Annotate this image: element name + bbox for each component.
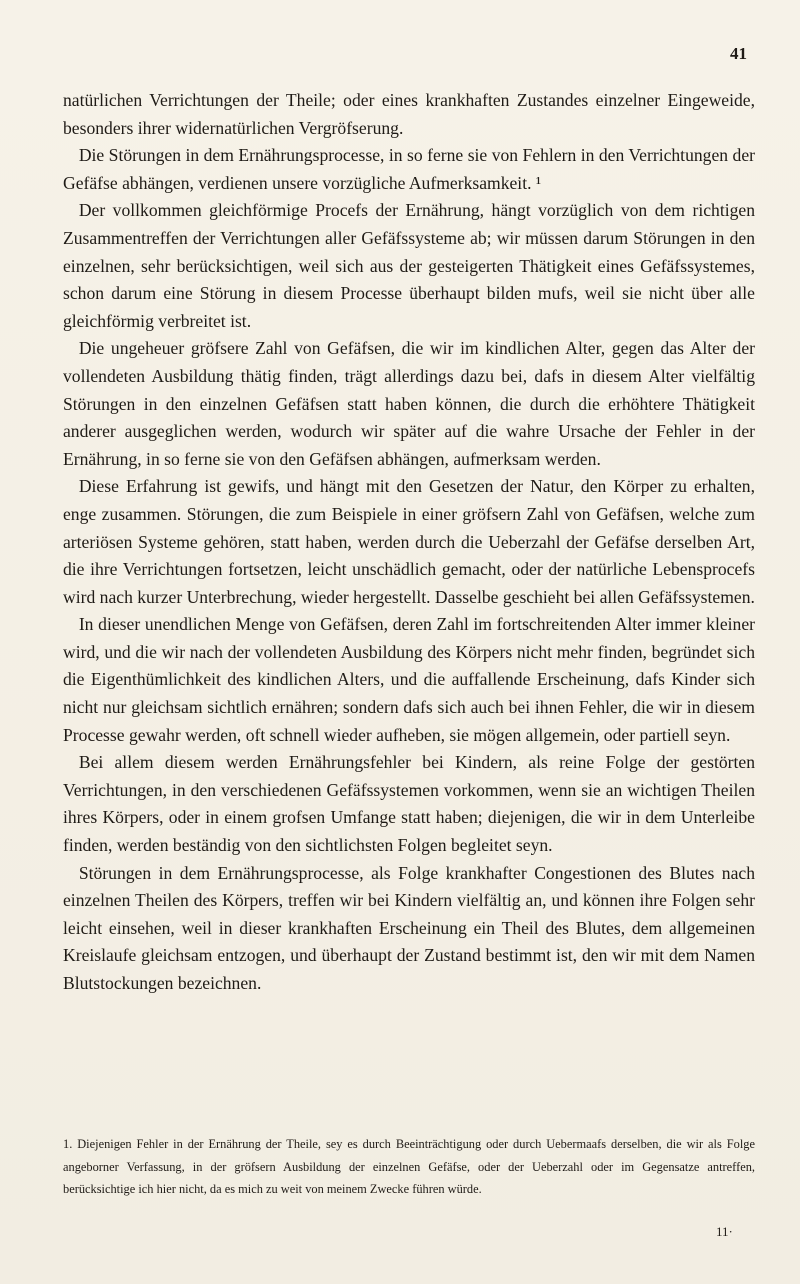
- paragraph: Die Störungen in dem Ernährungsprocesse, in so ferne sie von Fehlern in den Verrichtungen der Gefäfse abhängen, verdienen unsere vorzügliche Aufmerksamkeit. ¹: [63, 145, 755, 193]
- paragraph: In dieser unendlichen Menge von Gefäfsen, deren Zahl im fortschreitenden Alter immer kleiner wird, und die wir nach der vollendeten Ausbildung des Körpers nicht mehr finden, begründet sich die Eigenthümlichkeit des kindlichen Alters, und die auffallende Erscheinung, dafs Kinder sich nicht nur gleichsam sichtlich ernähren; sondern dafs sich auch bei ihnen Fehler, die wir in diesem Processe gewahr werden, oft schnell wieder aufheben, sie mögen allgemein, oder partiell seyn.: [63, 614, 755, 745]
- footnote-text: 1. Diejenigen Fehler in der Ernährung der Theile, sey es durch Beeinträchtigung oder durch Uebermaafs derselben, die wir als Folge angeborner Verfassung, in der gröfsern Ausbildung der einzelnen Gefäfse, oder der Ueberzahl oder im Gegensatze antreffen, berücksichtige ich hier nicht, da es mich zu weit von meinem Zwecke führen würde.: [63, 1137, 755, 1196]
- paragraph: Bei allem diesem werden Ernährungsfehler bei Kindern, als reine Folge der gestörten Verrichtungen, in den verschiedenen Gefäfssystemen vorkommen, wenn sie an wichtigen Theilen ihres Körpers, oder in einem grofsen Umfange statt haben; diejenigen, die wir in dem Unterleibe finden, werden beständig von den sichtlichsten Folgen begleitet seyn.: [63, 752, 755, 856]
- signature-mark: 11·: [716, 1224, 733, 1239]
- footnote: [63, 1133, 755, 1201]
- paragraph: Diese Erfahrung ist gewifs, und hängt mit den Gesetzen der Natur, den Körper zu erhalten, enge zusammen. Störungen, die zum Beispiele in einer gröfsern Zahl von Gefäfsen, welche zum arteriösen Systeme gehören, statt haben, werden durch die Ueberzahl der Gefäfse derselben Art, die ihre Verrichtungen fortsetzen, leicht unschädlich gemacht, oder der natürliche Lebensprocefs wird nach kurzer Unterbrechung, wieder hergestellt. Dasselbe geschieht bei allen Gefäfssystemen.: [63, 476, 755, 607]
- paragraph: Der vollkommen gleichförmige Procefs der Ernährung, hängt vorzüglich von dem richtigen Zusammentreffen der Verrichtungen aller Gefäfssysteme ab; wir müssen darum Störungen in den einzelnen, sehr berücksichtigen, weil sich aus der gesteigerten Thätigkeit eines Gefäfssystemes, schon darum eine Störung in diesem Processe überhaupt bilden mufs, weil sie nicht über alle gleichförmig verbreitet ist.: [63, 200, 755, 331]
- paragraph: natürlichen Verrichtungen der Theile; oder eines krankhaften Zustandes einzelner Eingeweide, besonders ihrer widernatürlichen Vergröfserung.: [63, 90, 755, 138]
- main-text: [63, 87, 755, 998]
- page-number: 41: [730, 44, 747, 63]
- paragraph: Die ungeheuer gröfsere Zahl von Gefäfsen, die wir im kindlichen Alter, gegen das Alter der vollendeten Ausbildung thätig finden, trägt allerdings dazu bei, dafs in diesem Alter vielfältig Störungen in den einzelnen Gefäfsen statt haben können, die durch die erhöhtere Thätigkeit anderer ausgeglichen werden, wodurch wir später auf die wahre Ursache der Fehler in der Ernährung, in so ferne sie von den Gefäfsen abhängen, aufmerksam werden.: [63, 338, 755, 469]
- paragraph: Störungen in dem Ernährungsprocesse, als Folge krankhafter Congestionen des Blutes nach einzelnen Theilen des Körpers, treffen wir bei Kindern vielfältig an, und können ihre Folgen sehr leicht einsehen, weil in dieser krankhaften Erscheinung ein Theil des Blutes, dem allgemeinen Kreislaufe gleichsam entzogen, und überhaupt der Zustand bestimmt ist, den wir mit dem Namen Blutstockungen bezeichnen.: [63, 862, 755, 993]
